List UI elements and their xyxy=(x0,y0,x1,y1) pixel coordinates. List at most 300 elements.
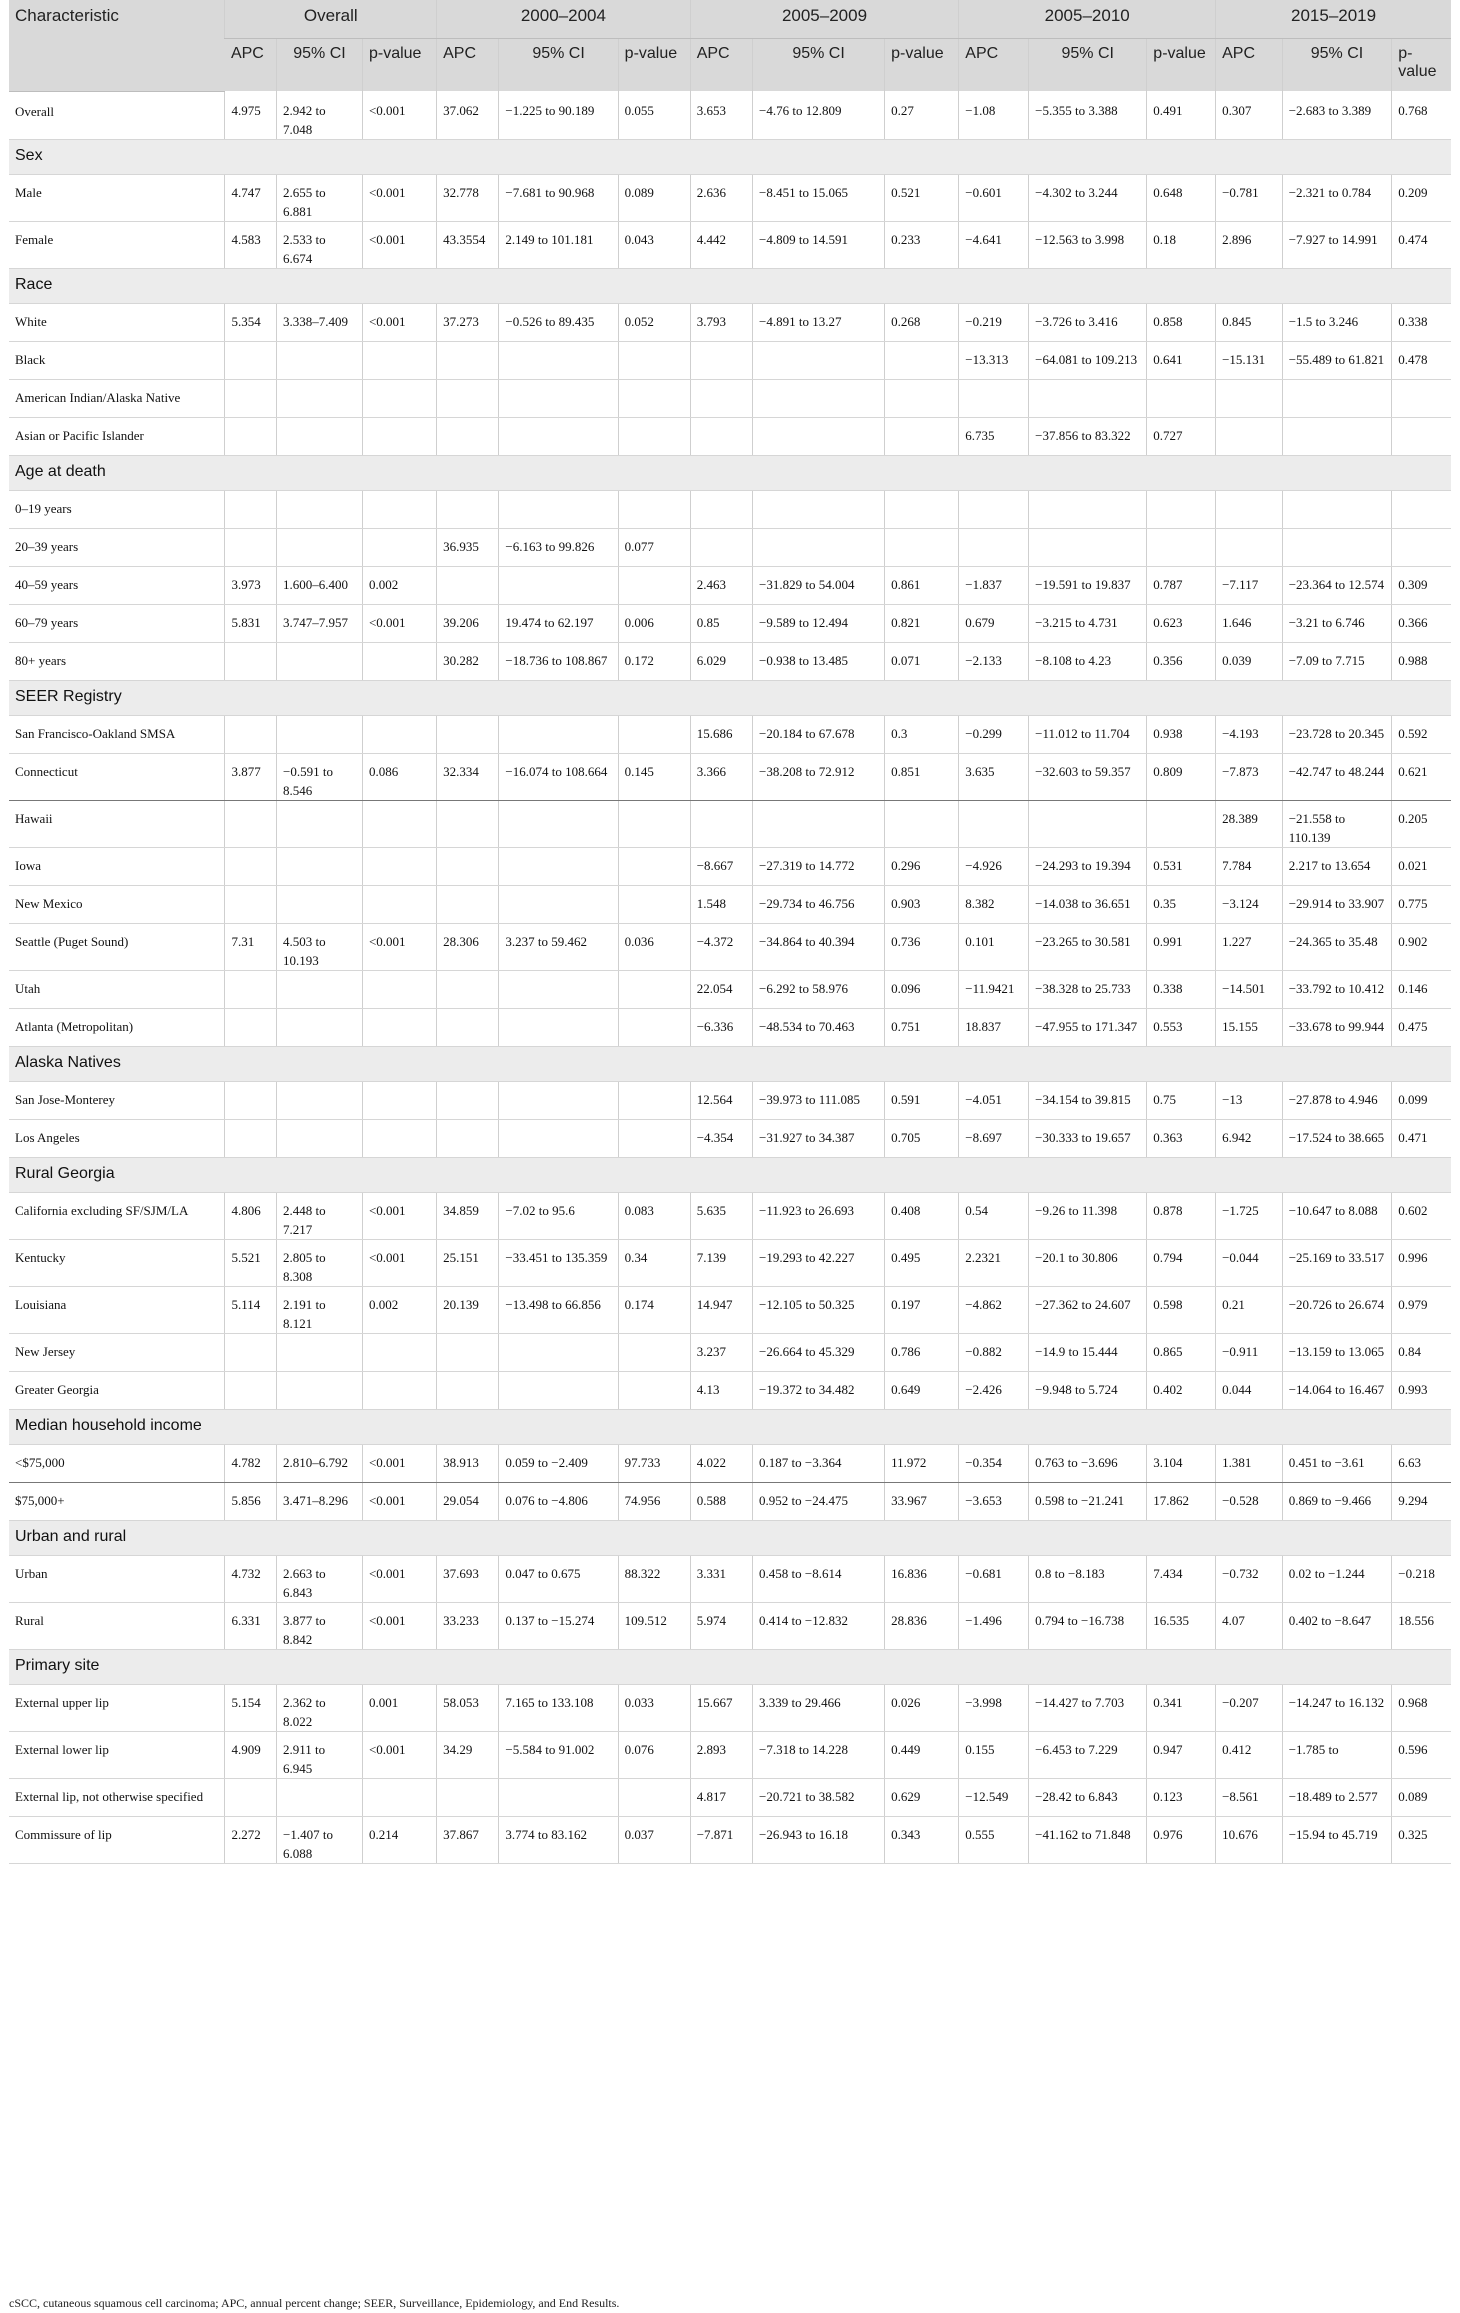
apc-cell xyxy=(1216,491,1283,529)
apc-cell: 4.782 xyxy=(225,1445,277,1483)
apc-cell: 3.793 xyxy=(690,304,752,342)
ci-cell: −8.451 to 15.065 xyxy=(753,175,885,222)
ci-cell: 2.533 to 6.674 xyxy=(277,222,363,269)
p-value-cell: −0.218 xyxy=(1392,1556,1451,1603)
p-value-cell: 0.809 xyxy=(1147,754,1216,801)
p-value-cell xyxy=(1147,529,1216,567)
ci-cell: −31.927 to 34.387 xyxy=(753,1120,885,1158)
p-value-cell xyxy=(362,971,436,1009)
table-container xyxy=(9,0,1451,1864)
apc-cell: 34.859 xyxy=(437,1193,499,1240)
ci-cell xyxy=(277,342,363,380)
p-value-cell: 97.733 xyxy=(618,1445,690,1483)
p-value-cell: 0.553 xyxy=(1147,1009,1216,1047)
apc-cell: −4.926 xyxy=(959,848,1029,886)
ci-cell: −1.225 to 90.189 xyxy=(499,91,618,140)
ci-cell: −7.02 to 95.6 xyxy=(499,1193,618,1240)
p-value-cell: 0.338 xyxy=(1392,304,1451,342)
ci-cell xyxy=(277,643,363,681)
ci-cell xyxy=(499,1779,618,1817)
ci-cell: −24.365 to 35.48 xyxy=(1282,924,1392,971)
p-value-cell: 0.099 xyxy=(1392,1082,1451,1120)
p-value-cell: 0.993 xyxy=(1392,1372,1451,1410)
p-value-cell: 0.341 xyxy=(1147,1685,1216,1732)
ci-cell: 0.869 to −9.466 xyxy=(1282,1483,1392,1521)
p-value-cell xyxy=(618,1009,690,1047)
apc-cell: 25.151 xyxy=(437,1240,499,1287)
p-value-cell xyxy=(618,491,690,529)
p-value-cell xyxy=(885,529,959,567)
p-value-cell: 0.402 xyxy=(1147,1372,1216,1410)
ci-cell xyxy=(277,1334,363,1372)
p-value-cell: <0.001 xyxy=(362,924,436,971)
ci-cell: 0.458 to −8.614 xyxy=(753,1556,885,1603)
apc-cell: 37.867 xyxy=(437,1817,499,1864)
ci-cell: −4.76 to 12.809 xyxy=(753,91,885,140)
row-label: White xyxy=(9,304,225,342)
ci-cell: −38.208 to 72.912 xyxy=(753,754,885,801)
ci-cell xyxy=(277,380,363,418)
section-row xyxy=(9,1158,1451,1193)
p-value-cell: 0.35 xyxy=(1147,886,1216,924)
p-value-cell: 0.629 xyxy=(885,1779,959,1817)
section-label: Primary site xyxy=(9,1650,1451,1685)
apc-cell: −3.124 xyxy=(1216,886,1283,924)
ci-cell: 7.165 to 133.108 xyxy=(499,1685,618,1732)
table-row xyxy=(9,971,1451,1009)
p-value-cell xyxy=(362,886,436,924)
apc-cell: 0.155 xyxy=(959,1732,1029,1779)
apc-cell: −0.354 xyxy=(959,1445,1029,1483)
ci-cell: 2.149 to 101.181 xyxy=(499,222,618,269)
row-label: Atlanta (Metropolitan) xyxy=(9,1009,225,1047)
ci-cell: −0.526 to 89.435 xyxy=(499,304,618,342)
apc-cell xyxy=(225,1779,277,1817)
p-value-cell xyxy=(362,1372,436,1410)
ci-cell: −8.108 to 4.23 xyxy=(1029,643,1147,681)
apc-cell: 39.206 xyxy=(437,605,499,643)
ci-cell: 2.942 to 7.048 xyxy=(277,91,363,140)
p-value-cell: 0.172 xyxy=(618,643,690,681)
row-label: Iowa xyxy=(9,848,225,886)
ci-cell: −19.293 to 42.227 xyxy=(753,1240,885,1287)
apc-cell: 28.389 xyxy=(1216,801,1283,848)
apc-cell: 4.747 xyxy=(225,175,277,222)
table-row xyxy=(9,1483,1451,1521)
ci-cell: −19.591 to 19.837 xyxy=(1029,567,1147,605)
p-value-cell: 0.083 xyxy=(618,1193,690,1240)
p-value-cell: 0.865 xyxy=(1147,1334,1216,1372)
table-footnote: cSCC, cutaneous squamous cell carcinoma; APC, annual percent change; SEER, Surveillance, Epidemiology, and End Results. xyxy=(9,2296,620,2310)
apc-cell: −7.117 xyxy=(1216,567,1283,605)
ci-cell: −3.215 to 4.731 xyxy=(1029,605,1147,643)
row-label: Black xyxy=(9,342,225,380)
apc-cell: 15.667 xyxy=(690,1685,752,1732)
ci-cell: −14.064 to 16.467 xyxy=(1282,1372,1392,1410)
row-label: Commissure of lip xyxy=(9,1817,225,1864)
apc-cell xyxy=(690,342,752,380)
table-row xyxy=(9,491,1451,529)
ci-cell xyxy=(1029,801,1147,848)
ci-cell: −13.159 to 13.065 xyxy=(1282,1334,1392,1372)
p-value-cell xyxy=(618,801,690,848)
p-value-cell: 0.851 xyxy=(885,754,959,801)
apc-cell: 58.053 xyxy=(437,1685,499,1732)
p-value-cell: 0.787 xyxy=(1147,567,1216,605)
ci-cell xyxy=(499,380,618,418)
ci-cell: −5.355 to 3.388 xyxy=(1029,91,1147,140)
apc-cell xyxy=(437,1082,499,1120)
ci-cell: −64.081 to 109.213 xyxy=(1029,342,1147,380)
apc-cell: 6.942 xyxy=(1216,1120,1283,1158)
p-value-cell: <0.001 xyxy=(362,222,436,269)
p-value-cell: 0.598 xyxy=(1147,1287,1216,1334)
apc-cell xyxy=(225,529,277,567)
table-row xyxy=(9,754,1451,801)
ci-cell: −39.973 to 111.085 xyxy=(753,1082,885,1120)
ci-cell: −14.247 to 16.132 xyxy=(1282,1685,1392,1732)
ci-cell: −33.792 to 10.412 xyxy=(1282,971,1392,1009)
table-row xyxy=(9,1082,1451,1120)
ci-cell: −18.736 to 108.867 xyxy=(499,643,618,681)
ci-cell: −2.321 to 0.784 xyxy=(1282,175,1392,222)
row-label: New Mexico xyxy=(9,886,225,924)
table-body xyxy=(9,91,1451,1864)
p-value-cell: 0.491 xyxy=(1147,91,1216,140)
p-value-cell: 0.214 xyxy=(362,1817,436,1864)
ci-cell: −14.9 to 15.444 xyxy=(1029,1334,1147,1372)
p-value-cell: 0.727 xyxy=(1147,418,1216,456)
ci-cell: −27.362 to 24.607 xyxy=(1029,1287,1147,1334)
apc-cell xyxy=(225,1009,277,1047)
table-row xyxy=(9,716,1451,754)
apc-cell: 0.588 xyxy=(690,1483,752,1521)
ci-cell: −3.21 to 6.746 xyxy=(1282,605,1392,643)
apc-cell xyxy=(225,716,277,754)
ci-cell: 3.237 to 59.462 xyxy=(499,924,618,971)
ci-cell: −31.829 to 54.004 xyxy=(753,567,885,605)
table-row xyxy=(9,1685,1451,1732)
p-value-cell: 0.197 xyxy=(885,1287,959,1334)
p-value-cell xyxy=(1392,418,1451,456)
p-value-cell: 0.309 xyxy=(1392,567,1451,605)
p-value-cell: 0.596 xyxy=(1392,1732,1451,1779)
p-value-cell: 0.002 xyxy=(362,567,436,605)
apc-cell: 3.635 xyxy=(959,754,1029,801)
p-value-cell: 0.495 xyxy=(885,1240,959,1287)
p-value-cell xyxy=(618,418,690,456)
p-value-cell xyxy=(885,801,959,848)
p-value-cell: <0.001 xyxy=(362,1445,436,1483)
p-value-cell: 0.296 xyxy=(885,848,959,886)
p-value-cell xyxy=(618,716,690,754)
section-row xyxy=(9,1521,1451,1556)
p-value-cell: 0.34 xyxy=(618,1240,690,1287)
p-value-cell xyxy=(1392,529,1451,567)
apc-cell: 18.837 xyxy=(959,1009,1029,1047)
apc-cell: 15.686 xyxy=(690,716,752,754)
apc-cell: −8.561 xyxy=(1216,1779,1283,1817)
apc-cell: 3.237 xyxy=(690,1334,752,1372)
p-value-cell xyxy=(618,848,690,886)
apc-cell xyxy=(437,418,499,456)
p-value-cell: 0.474 xyxy=(1392,222,1451,269)
ci-header: 95% CI xyxy=(277,39,363,92)
ci-cell: −17.524 to 38.665 xyxy=(1282,1120,1392,1158)
p-value-cell xyxy=(362,1779,436,1817)
ci-cell: 0.137 to −15.274 xyxy=(499,1603,618,1650)
table-row xyxy=(9,643,1451,681)
ci-cell xyxy=(499,342,618,380)
apc-cell: −1.725 xyxy=(1216,1193,1283,1240)
apc-cell xyxy=(959,491,1029,529)
p-value-cell: 0.84 xyxy=(1392,1334,1451,1372)
p-value-cell: <0.001 xyxy=(362,605,436,643)
apc-cell: 4.07 xyxy=(1216,1603,1283,1650)
ci-cell: −33.451 to 135.359 xyxy=(499,1240,618,1287)
apc-cell: 3.331 xyxy=(690,1556,752,1603)
p-value-header: p-value xyxy=(1392,39,1451,92)
p-value-cell: 0.001 xyxy=(362,1685,436,1732)
apc-cell: 0.85 xyxy=(690,605,752,643)
apc-cell: 2.896 xyxy=(1216,222,1283,269)
p-value-cell xyxy=(362,716,436,754)
p-value-cell: 0.3 xyxy=(885,716,959,754)
ci-cell xyxy=(499,567,618,605)
ci-cell xyxy=(499,491,618,529)
p-value-cell: 0.233 xyxy=(885,222,959,269)
p-value-header: p-value xyxy=(885,39,959,92)
apc-cell: 33.233 xyxy=(437,1603,499,1650)
row-label: Asian or Pacific Islander xyxy=(9,418,225,456)
p-value-cell: 0.991 xyxy=(1147,924,1216,971)
apc-cell: 0.21 xyxy=(1216,1287,1283,1334)
p-value-cell xyxy=(1147,491,1216,529)
p-value-cell xyxy=(1147,801,1216,848)
section-label: Median household income xyxy=(9,1410,1451,1445)
ci-cell: −47.955 to 171.347 xyxy=(1029,1009,1147,1047)
apc-cell: 4.583 xyxy=(225,222,277,269)
ci-cell: 0.598 to −21.241 xyxy=(1029,1483,1147,1521)
ci-cell: −34.154 to 39.815 xyxy=(1029,1082,1147,1120)
apc-cell: 8.382 xyxy=(959,886,1029,924)
p-value-cell: 0.123 xyxy=(1147,1779,1216,1817)
p-value-cell: 0.902 xyxy=(1392,924,1451,971)
p-value-cell xyxy=(618,567,690,605)
table-row xyxy=(9,380,1451,418)
ci-header: 95% CI xyxy=(1029,39,1147,92)
apc-header: APC xyxy=(690,39,752,92)
group-header-2005-2010: 2005–2010 xyxy=(959,0,1216,39)
table-row xyxy=(9,1287,1451,1334)
ci-cell: −48.534 to 70.463 xyxy=(753,1009,885,1047)
apc-cell: 6.331 xyxy=(225,1603,277,1650)
apc-cell xyxy=(437,1009,499,1047)
ci-cell: −12.105 to 50.325 xyxy=(753,1287,885,1334)
apc-cell: −4.193 xyxy=(1216,716,1283,754)
p-value-cell: 0.475 xyxy=(1392,1009,1451,1047)
table-row xyxy=(9,1556,1451,1603)
apc-cell: 2.893 xyxy=(690,1732,752,1779)
ci-cell: 0.047 to 0.675 xyxy=(499,1556,618,1603)
p-value-cell: 0.174 xyxy=(618,1287,690,1334)
section-row xyxy=(9,1410,1451,1445)
p-value-cell: 0.623 xyxy=(1147,605,1216,643)
ci-cell: −27.878 to 4.946 xyxy=(1282,1082,1392,1120)
apc-cell xyxy=(1216,529,1283,567)
apc-cell: 0.679 xyxy=(959,605,1029,643)
ci-cell xyxy=(1029,529,1147,567)
apc-cell: 0.039 xyxy=(1216,643,1283,681)
ci-cell xyxy=(499,1372,618,1410)
p-value-cell: 0.021 xyxy=(1392,848,1451,886)
p-value-cell: 0.903 xyxy=(885,886,959,924)
ci-cell: −25.169 to 33.517 xyxy=(1282,1240,1392,1287)
section-label: Rural Georgia xyxy=(9,1158,1451,1193)
apc-cell: 32.334 xyxy=(437,754,499,801)
apc-cell: 4.975 xyxy=(225,91,277,140)
p-value-cell: 0.979 xyxy=(1392,1287,1451,1334)
p-value-cell: 0.947 xyxy=(1147,1732,1216,1779)
p-value-cell: 0.471 xyxy=(1392,1120,1451,1158)
apc-cell: −2.133 xyxy=(959,643,1029,681)
apc-cell: −8.667 xyxy=(690,848,752,886)
ci-cell: −2.683 to 3.389 xyxy=(1282,91,1392,140)
ci-cell: −29.914 to 33.907 xyxy=(1282,886,1392,924)
row-label: Kentucky xyxy=(9,1240,225,1287)
ci-cell: −38.328 to 25.733 xyxy=(1029,971,1147,1009)
apc-cell: 34.29 xyxy=(437,1732,499,1779)
ci-cell: −4.809 to 14.591 xyxy=(753,222,885,269)
ci-cell: −7.927 to 14.991 xyxy=(1282,222,1392,269)
ci-cell: −3.726 to 3.416 xyxy=(1029,304,1147,342)
p-value-cell: 0.006 xyxy=(618,605,690,643)
ci-cell xyxy=(1282,491,1392,529)
apc-cell: −0.528 xyxy=(1216,1483,1283,1521)
ci-cell: −14.427 to 7.703 xyxy=(1029,1685,1147,1732)
row-label: Rural xyxy=(9,1603,225,1650)
p-value-cell: 3.104 xyxy=(1147,1445,1216,1483)
row-label: 0–19 years xyxy=(9,491,225,529)
apc-cell: 5.856 xyxy=(225,1483,277,1521)
p-value-cell: 0.325 xyxy=(1392,1817,1451,1864)
apc-cell: −4.862 xyxy=(959,1287,1029,1334)
table-row xyxy=(9,1779,1451,1817)
apc-cell: −13 xyxy=(1216,1082,1283,1120)
ci-cell xyxy=(277,971,363,1009)
p-value-cell: 0.592 xyxy=(1392,716,1451,754)
subheader-row xyxy=(9,39,1451,92)
p-value-cell: 0.649 xyxy=(885,1372,959,1410)
ci-cell: −30.333 to 19.657 xyxy=(1029,1120,1147,1158)
p-value-cell: 0.268 xyxy=(885,304,959,342)
apc-cell: −0.219 xyxy=(959,304,1029,342)
p-value-cell: 0.18 xyxy=(1147,222,1216,269)
table-row xyxy=(9,1817,1451,1864)
p-value-cell xyxy=(362,1009,436,1047)
p-value-cell: 0.602 xyxy=(1392,1193,1451,1240)
apc-cell: 3.653 xyxy=(690,91,752,140)
p-value-cell xyxy=(618,342,690,380)
p-value-cell xyxy=(885,418,959,456)
p-value-cell xyxy=(885,342,959,380)
p-value-cell: 16.535 xyxy=(1147,1603,1216,1650)
ci-cell xyxy=(277,848,363,886)
ci-cell: −10.647 to 8.088 xyxy=(1282,1193,1392,1240)
apc-cell xyxy=(437,716,499,754)
apc-cell: −0.911 xyxy=(1216,1334,1283,1372)
p-value-cell: <0.001 xyxy=(362,1240,436,1287)
apc-cell: −8.697 xyxy=(959,1120,1029,1158)
ci-cell: −7.318 to 14.228 xyxy=(753,1732,885,1779)
ci-cell: 3.339 to 29.466 xyxy=(753,1685,885,1732)
p-value-cell: 0.089 xyxy=(1392,1779,1451,1817)
ci-cell: −6.292 to 58.976 xyxy=(753,971,885,1009)
ci-cell xyxy=(499,1082,618,1120)
apc-cell xyxy=(1216,418,1283,456)
apc-cell: 29.054 xyxy=(437,1483,499,1521)
table-row xyxy=(9,924,1451,971)
p-value-cell: 0.033 xyxy=(618,1685,690,1732)
p-value-cell: 0.055 xyxy=(618,91,690,140)
ci-cell: 0.952 to −24.475 xyxy=(753,1483,885,1521)
row-label: Louisiana xyxy=(9,1287,225,1334)
apc-cell: 5.154 xyxy=(225,1685,277,1732)
table-row xyxy=(9,1603,1451,1650)
ci-cell: 3.774 to 83.162 xyxy=(499,1817,618,1864)
ci-cell: −24.293 to 19.394 xyxy=(1029,848,1147,886)
p-value-cell: 0.146 xyxy=(1392,971,1451,1009)
ci-cell xyxy=(1029,380,1147,418)
ci-cell: −14.038 to 36.651 xyxy=(1029,886,1147,924)
apc-cell: 6.735 xyxy=(959,418,1029,456)
row-label: Hawaii xyxy=(9,801,225,848)
p-value-cell: 0.705 xyxy=(885,1120,959,1158)
ci-cell xyxy=(499,418,618,456)
ci-cell: −7.681 to 90.968 xyxy=(499,175,618,222)
ci-cell: −28.42 to 6.843 xyxy=(1029,1779,1147,1817)
apc-cell: 1.227 xyxy=(1216,924,1283,971)
table-row xyxy=(9,886,1451,924)
p-value-cell xyxy=(362,418,436,456)
ci-cell: −33.678 to 99.944 xyxy=(1282,1009,1392,1047)
p-value-cell xyxy=(362,848,436,886)
ci-header: 95% CI xyxy=(753,39,885,92)
apc-cell xyxy=(437,1120,499,1158)
ci-cell xyxy=(753,418,885,456)
apc-cell xyxy=(437,1334,499,1372)
ci-cell: −26.943 to 16.18 xyxy=(753,1817,885,1864)
row-label: American Indian/Alaska Native xyxy=(9,380,225,418)
ci-cell xyxy=(753,801,885,848)
apc-cell: −0.299 xyxy=(959,716,1029,754)
apc-cell: 5.974 xyxy=(690,1603,752,1650)
section-row xyxy=(9,1047,1451,1082)
p-value-cell: 0.037 xyxy=(618,1817,690,1864)
ci-cell xyxy=(277,418,363,456)
apc-cell xyxy=(225,848,277,886)
row-label: Urban xyxy=(9,1556,225,1603)
ci-cell: −6.453 to 7.229 xyxy=(1029,1732,1147,1779)
p-value-cell: 0.077 xyxy=(618,529,690,567)
ci-cell: −12.563 to 3.998 xyxy=(1029,222,1147,269)
ci-cell: 0.451 to −3.61 xyxy=(1282,1445,1392,1483)
apc-cell: 4.806 xyxy=(225,1193,277,1240)
ci-cell: −4.302 to 3.244 xyxy=(1029,175,1147,222)
p-value-cell: 33.967 xyxy=(885,1483,959,1521)
p-value-cell xyxy=(362,491,436,529)
apc-cell: −3.653 xyxy=(959,1483,1029,1521)
